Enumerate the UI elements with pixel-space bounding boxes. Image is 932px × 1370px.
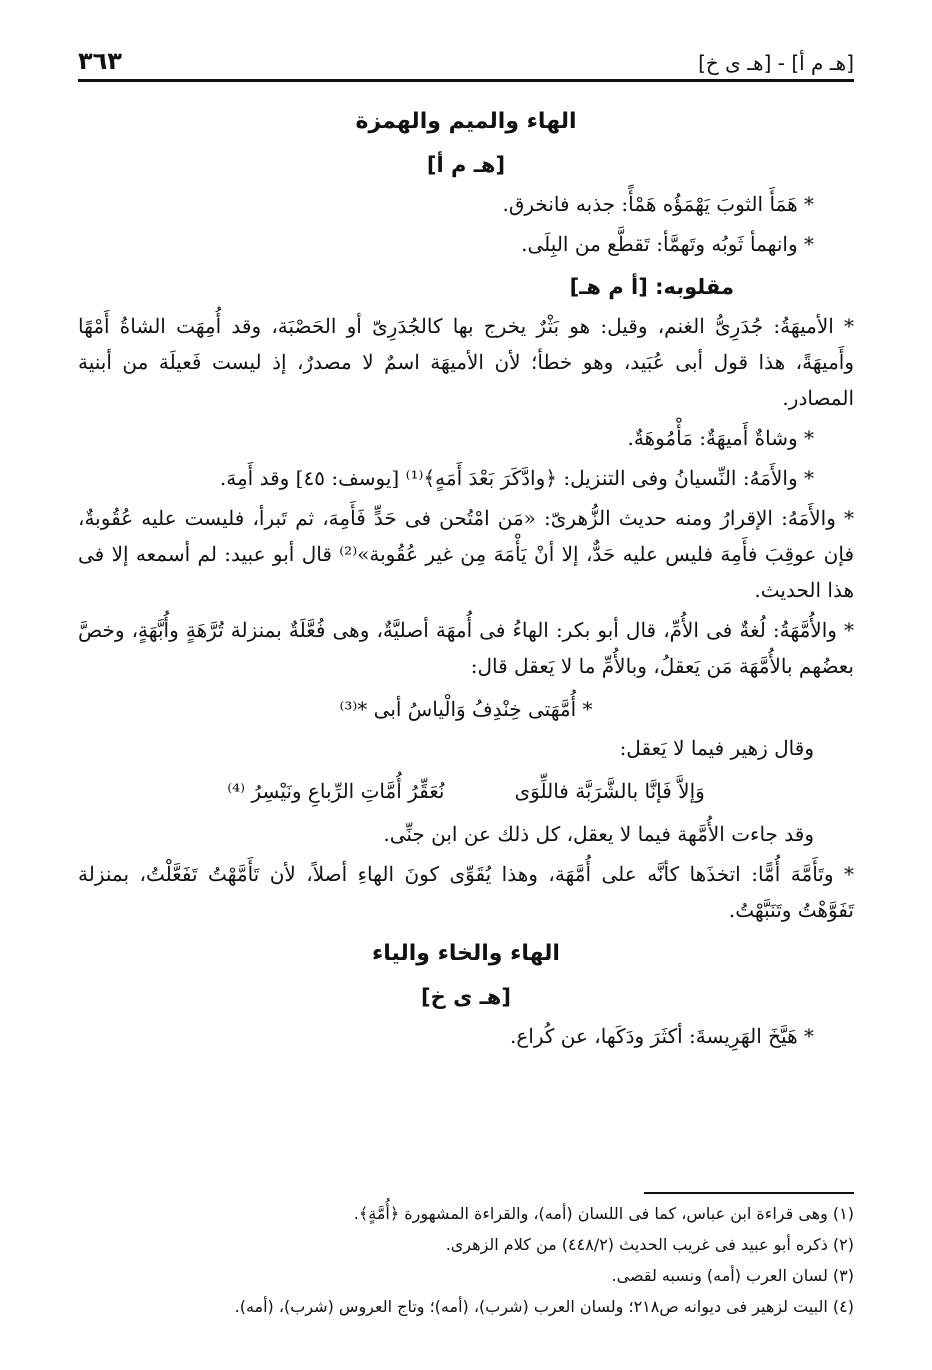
entry: * الأميهَةُ: جُدَرِىُّ الغنم، وقيل: هو بَثْرٌ يخرج بها كالجُدَرِىّ أو الحَصْبَة، وقد أُمِهَت الشاةُ أَمْهًا وأَميهَةً، هذا قول أبى عُبَيد، وهو خطأ؛ لأن الأميهَة اسمٌ لا مصدرٌ، إذ ليست فَعيلَة من أبنية المصادر.: [78, 314, 854, 410]
root-heading: [هـ م أ]: [426, 153, 506, 177]
footnote: (١) وهى قراءة ابن عباس، كما فى اللسان (أمه)، والقراءة المشهورة ﴿أُمَّةٍ﴾.: [353, 1204, 854, 1223]
entry: * والأَمَهُ: النِّسيانُ وفى التنزيل: ﴿وادَّكَرَ بَعْدَ أَمَهٍ﴾⁽¹⁾ [يوسف: ٤٥] وقد أَمِهَ.: [219, 466, 814, 490]
footnote: (٤) البيت لزهير فى ديوانه ص٢١٨؛ ولسان العرب (شرب)، (أمه)؛ وتاج العروس (شرب)، (أمه).: [234, 1297, 854, 1316]
root-heading: [هـ ى خ]: [421, 985, 511, 1009]
section-heading: الهاء والخاء والياء: [372, 941, 560, 966]
entry: وقال زهير فيما لا يَعقل:: [619, 736, 814, 760]
entry: * وشاةٌ أَميهَةٌ: مَأْمُوهَةٌ.: [627, 426, 814, 450]
verse-couplet: [78, 770, 854, 812]
footnote: (٢) ذكره أبو عبيد فى غريب الحديث (٤٤٨/٢) من كلام الزهرى.: [445, 1235, 854, 1254]
page-body: [78, 100, 854, 1058]
entry: وقد جاءت الأُمَّهة فيما لا يعقل، كل ذلك عن ابن جنِّى.: [383, 822, 814, 846]
entry: * هَمَأَ الثوبَ يَهْمَؤُه هَمْأً: جذبه فانخرق.: [502, 192, 814, 216]
entry: * والأَمَهُ: الإقرارُ ومنه حديث الزُّهرىّ: «مَن امْتُحن فى حَدٍّ فَأَمِهَ، ثم تَبرأ، فليست عليه عُقُوبةٌ، فإن عوقِبَ فأَمِهَ فليس عليه حَدٌّ، إلا أنْ يَأْمَهَ مِن غير عُقُوبة»⁽²⁾ قال أبو عبيد: لم أسمعه إلا فى هذا الحديث.: [78, 506, 855, 602]
verse-line: * أُمَّهَتى خِنْدِفُ وَالْياسُ أبى *⁽³⁾: [339, 697, 593, 721]
section-heading: الهاء والميم والهمزة: [355, 109, 577, 134]
footnote-separator: [644, 1192, 854, 1194]
verse-hemistich-first: وَإلاَّ فَإنَّا بالشَّرَبَّة فاللِّوَى: [514, 779, 705, 803]
entry: * وتَأَمَّهَ أُمًّا: اتخذَها كأنَّه على أُمَّهَة، وهذا يُقَوِّى كونَ الهاءِ أصلاً، لأن تَأَمَّهْتُ تَفَعَّلْتُ، بمنزلة تَفَوَّهْتُ وتَنَبَّهْتُ.: [78, 862, 854, 922]
running-header: [78, 40, 854, 82]
footnotes: [78, 1198, 854, 1322]
page-number: ٣٦٣: [78, 47, 122, 75]
entry: * وانهمأ ثَوبُه وتَهمَّأ: تَقطَّع من البِلَى.: [521, 232, 814, 256]
entry: * والأُمَّهَةُ: لُغةٌ فى الأُمِّ، قال أبو بكر: الهاءُ فى أُمهَة أصليَّةٌ، وهى فُعَّلَةٌ بمنزلة تُرَّهَةٍ وأُبَّهَةٍ، وخصَّ بعضُهم بالأُمَّهَة مَن يَعقلُ، وبالأُمِّ ما لا يَعقل قال:: [78, 618, 854, 678]
verse-hemistich-second: نُعَقِّرُ أُمَّاتِ الرِّباعِ ونَيْسِرُ ⁽⁴⁾: [227, 779, 445, 803]
subsection-heading: مقلوبه: [أ م هـ]: [569, 275, 734, 299]
footnote: (٣) لسان العرب (أمه) ونسبه لقصى.: [611, 1266, 854, 1285]
entry: * هَيَّخَ الهَرِيسةَ: أكثَرَ ودَكَها، عن كُراع.: [510, 1024, 814, 1048]
running-title: [هـ م أ] - [هـ ى خ]: [698, 51, 854, 75]
